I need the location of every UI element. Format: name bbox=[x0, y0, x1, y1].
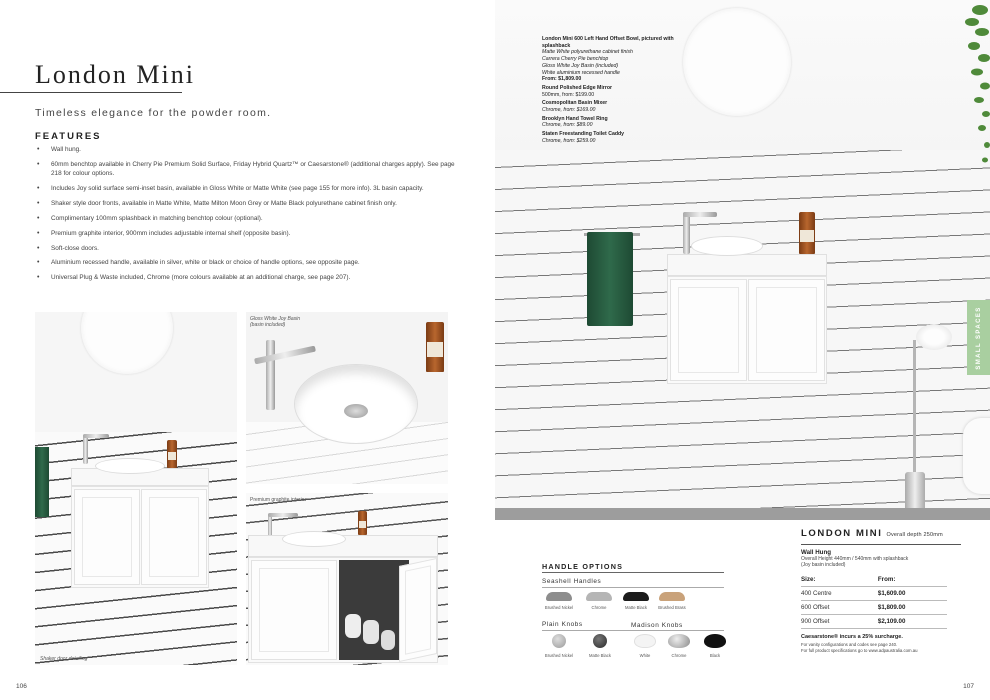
product-title: London Mini 600 Left Hand Offset Bowl, pictured with splashback bbox=[542, 36, 674, 49]
interior-photo bbox=[246, 493, 448, 665]
feature-item: • Wall hung. bbox=[37, 146, 457, 155]
spec-height: Overall Height 440mm / 540mm with splashback bbox=[801, 556, 909, 562]
hero-spec-text: London Mini 600 Left Hand Offset Bowl, pictured with splashback Matte White polyurethane cabinet finish Carrera Cherry Pie benchtop Gloss White Joy Basin (included) White aluminium recessed handle From: $1,809.00 Round Polished Edge Mirror 500mm, from: $199.00 Cosmopolitan Basin Mixer Chrome, from: $169.00 Brooklyn Hand Towel Ring Chrome, from: $89.00 Staten Freestanding Toilet Caddy Chrome, from: $259.00 bbox=[542, 36, 682, 147]
madison-knobs-title: Madison Knobs bbox=[631, 622, 683, 629]
toilet-roll bbox=[916, 324, 952, 350]
features-heading: FEATURES bbox=[35, 131, 102, 142]
knob-swatch[interactable]: White bbox=[627, 634, 663, 658]
basin-mixer bbox=[83, 434, 88, 464]
spec-depth: Overall depth 250mm bbox=[886, 532, 943, 538]
caption-basin: Gloss White Joy Basin (basin included) bbox=[250, 316, 301, 328]
madison-knob-icon bbox=[634, 634, 656, 648]
caption-shaker: Shaker door detailing bbox=[40, 656, 88, 662]
spec-panel bbox=[801, 528, 961, 653]
handle-options-title: HANDLE OPTIONS bbox=[542, 562, 624, 571]
basin-closeup-photo bbox=[246, 312, 448, 484]
feature-item: • Premium graphite interior, 900mm includes adjustable internal shelf (opposite basin). bbox=[37, 230, 457, 239]
plain-knob-icon bbox=[593, 634, 607, 648]
vanity-cabinet bbox=[71, 486, 209, 588]
plain-knobs-title: Plain Knobs bbox=[542, 621, 583, 628]
basin-mixer bbox=[266, 340, 275, 410]
round-mirror bbox=[683, 8, 791, 116]
vanity-photo-front bbox=[35, 312, 237, 665]
section-tab[interactable] bbox=[967, 300, 990, 375]
page-number-left: 106 bbox=[16, 683, 27, 690]
madison-knob-icon bbox=[668, 634, 690, 648]
feature-item: • Complimentary 100mm splashback in matching benchtop colour (optional). bbox=[37, 215, 457, 224]
floor bbox=[495, 508, 990, 520]
soap-bottle bbox=[167, 440, 177, 468]
table-row: 600 Offset $1,809.00 bbox=[801, 601, 947, 615]
handle-swatch[interactable]: Brushed Nickel bbox=[541, 592, 577, 610]
seashell-handles-title: Seashell Handles bbox=[542, 578, 602, 585]
handle-swatch[interactable]: Matte Black bbox=[618, 592, 654, 610]
tagline: Timeless elegance for the powder room. bbox=[35, 107, 272, 119]
page-number-right: 107 bbox=[963, 683, 974, 690]
feature-item: • Includes Joy solid surface semi-inset basin, available in Gloss White or Matte White (see page 155 for more info). 3L basin capacity. bbox=[37, 185, 457, 194]
joy-basin bbox=[691, 236, 763, 256]
seashell-handle-icon bbox=[659, 592, 685, 601]
features-list bbox=[37, 146, 457, 289]
knob-swatch[interactable]: Brushed Nickel bbox=[541, 634, 577, 658]
plug-waste bbox=[344, 404, 368, 418]
benchtop bbox=[667, 254, 827, 276]
spec-mount: Wall Hung bbox=[801, 549, 832, 556]
title-divider bbox=[0, 92, 182, 93]
soap-bottle bbox=[799, 212, 815, 254]
plain-knob-icon bbox=[552, 634, 566, 648]
hand-towel bbox=[35, 447, 49, 517]
handle-swatch[interactable]: Chrome bbox=[581, 592, 617, 610]
soap-bottle bbox=[426, 322, 444, 372]
product-price: From: $1,809.00 bbox=[542, 76, 582, 83]
caption-interior: Premium graphite interior bbox=[250, 497, 307, 503]
madison-knob-icon bbox=[704, 634, 726, 648]
feature-item: • Universal Plug & Waste included, Chrome (more colours available at an additional charge, see page 207). bbox=[37, 274, 457, 283]
hanging-plant-icon bbox=[930, 0, 990, 170]
hand-towel bbox=[587, 232, 633, 326]
knob-swatch[interactable]: Chrome bbox=[661, 634, 697, 658]
price-table: Size: From: 400 Centre $1,609.00 600 Offset $1,809.00 900 Offset $2,109.00 bbox=[801, 573, 947, 629]
feature-item: • Soft-close doors. bbox=[37, 245, 457, 254]
surcharge-note: Caesarstone® incurs a 25% surcharge. bbox=[801, 634, 903, 641]
seashell-handle-icon bbox=[586, 592, 612, 601]
open-door bbox=[399, 558, 437, 662]
knob-swatch[interactable]: Matte Black bbox=[582, 634, 618, 658]
spec-basin-note: (Joy basin included) bbox=[801, 562, 846, 569]
table-row: 400 Centre $1,609.00 bbox=[801, 587, 947, 601]
handle-swatch[interactable]: Brushed Brass bbox=[654, 592, 690, 610]
seashell-handle-icon bbox=[546, 592, 572, 601]
feature-item: • 60mm benchtop available in Cherry Pie Premium Solid Surface, Friday Hybrid Quartz™ or Caesarstone® (additional charges apply). See page 218 for colour options. bbox=[37, 161, 457, 178]
table-row: 900 Offset $2,109.00 bbox=[801, 615, 947, 629]
feature-item: • Shaker style door fronts, available in Matte White, Matte Milton Moon Grey or Matte Black polyurethane cabinet finish only. bbox=[37, 200, 457, 209]
footnote: For full product specifications go to www.adpaustralia.com.au bbox=[801, 647, 918, 653]
cosmopolitan-basin-mixer bbox=[683, 212, 690, 254]
vanity-cabinet bbox=[248, 557, 438, 663]
page-title: London Mini bbox=[35, 60, 195, 89]
right-page bbox=[495, 0, 990, 700]
vanity-cabinet bbox=[667, 276, 827, 384]
seashell-handle-icon bbox=[623, 592, 649, 601]
spec-product-name: LONDON MINI bbox=[801, 528, 883, 539]
section-tab-label: SMALL SPACES bbox=[975, 305, 982, 370]
footnote: For vanity configurations and codes see page 240. bbox=[801, 642, 898, 648]
soap-bottle bbox=[358, 511, 367, 535]
basin bbox=[95, 458, 165, 474]
toilet bbox=[963, 418, 990, 494]
knob-swatch[interactable]: Black bbox=[697, 634, 733, 658]
feature-item: • Aluminium recessed handle, available in silver, white or black or choice of handle options, see opposite page. bbox=[37, 259, 457, 268]
